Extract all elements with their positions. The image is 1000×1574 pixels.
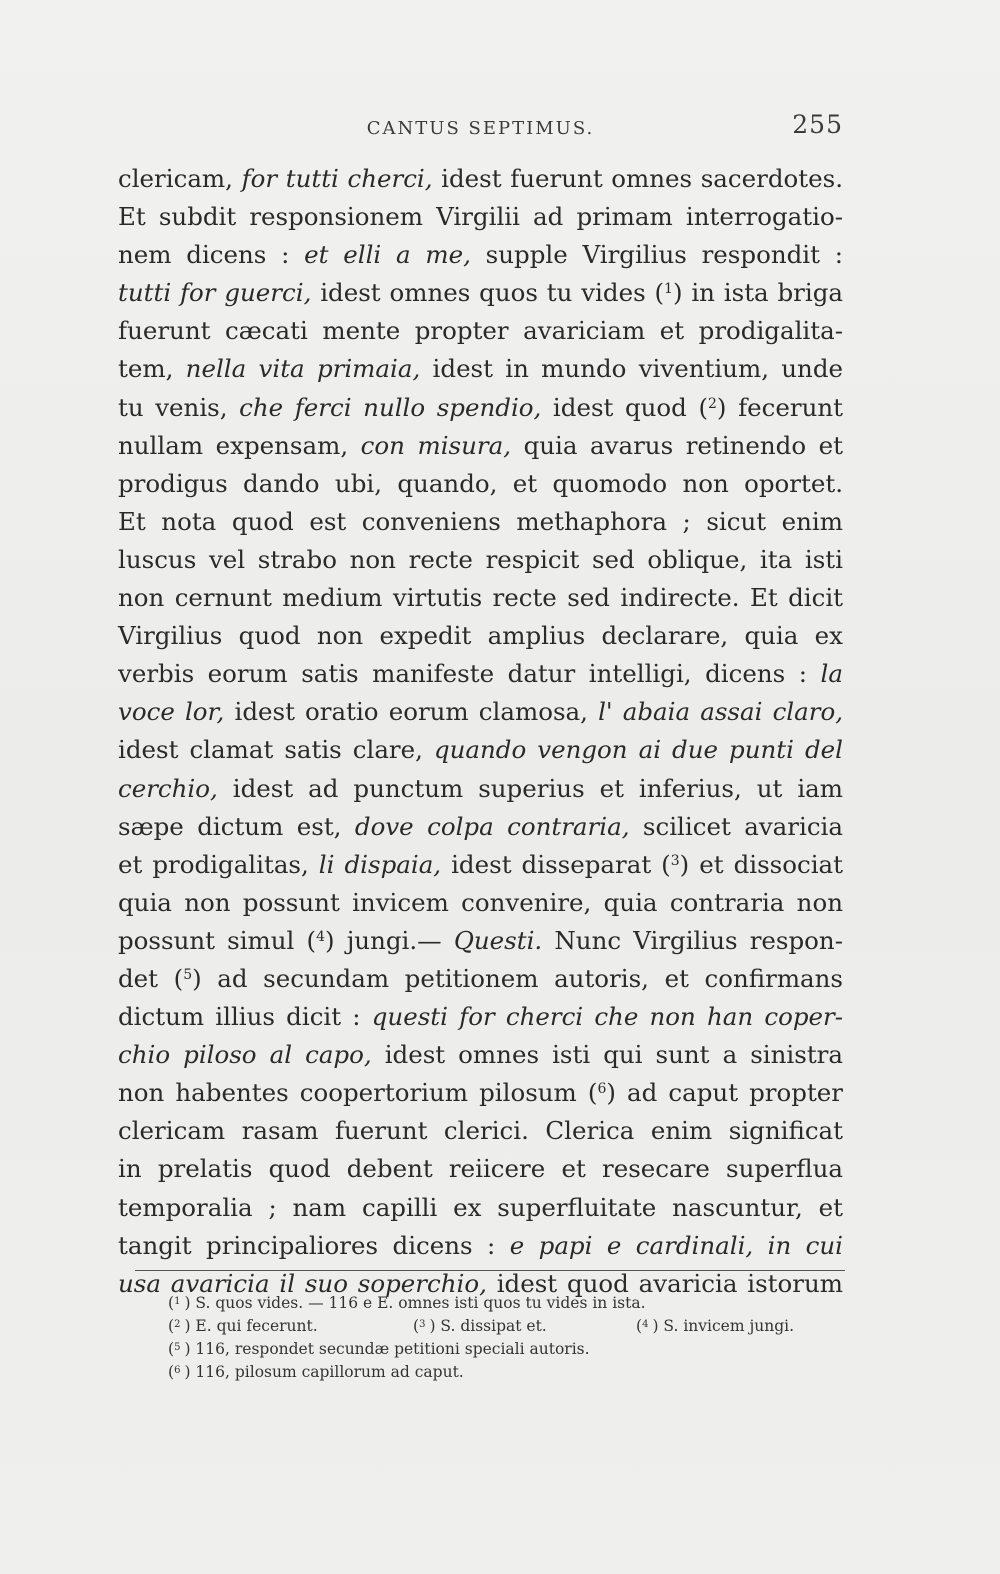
footnote-3: ($^3$ ) S. dissipat et.: [413, 1317, 547, 1335]
footnote-ref[interactable]: 4: [316, 928, 325, 945]
text-line: non habentes coopertorium pilosum ($^6$) ad caput propter: [118, 1078, 844, 1108]
footnote-1: ($^1$ ) S. quos vides. — 116 e E. omnes isti quos tu vides in ista.: [168, 1294, 646, 1312]
footnote-5: ($^5$ ) 116, respondet secundæ petitioni speciali autoris.: [168, 1340, 590, 1358]
main-text: [118, 160, 843, 1303]
text-line: tangit principaliores dicens : e papi e cardinali, in cui: [118, 1230, 844, 1260]
text-line: dictum illius dicit : questi for cherci che non han coper-: [118, 1002, 844, 1032]
text-line: tu venis, che ferci nullo spendio, idest quod ($^2$) fecerunt: [118, 392, 843, 422]
text-line: sæpe dictum est, dove colpa contraria, scilicet avaricia: [118, 811, 843, 841]
text-line: luscus vel strabo non recte respicit sed oblique, ita isti: [118, 544, 843, 574]
text-line: quia non possunt invicem convenire, quia contraria non: [118, 887, 843, 917]
footnote-4: ($^4$ ) S. invicem jungi.: [636, 1317, 795, 1335]
text-line: clericam rasam fuerunt clerici. Clerica enim significat: [118, 1116, 843, 1146]
footnote-6: ($^6$ ) 116, pilosum capillorum ad caput.: [168, 1363, 464, 1381]
running-head: CANTUS SEPTIMUS.: [366, 118, 595, 139]
text-line: voce lor, idest oratio eorum clamosa, l' abaia assai claro,: [118, 697, 843, 727]
footnote-ref[interactable]: 3: [670, 852, 680, 869]
text-line: idest clamat satis clare, quando vengon ai due punti del: [118, 735, 843, 765]
text-line: tutti for guerci, idest omnes quos tu vides ($^1$) in ista briga: [118, 278, 843, 308]
text-line: Virgilius quod non expedit amplius declarare, quia ex: [118, 621, 843, 651]
text-line: chio piloso al capo, idest omnes isti qui sunt a sinistra: [118, 1040, 843, 1070]
footnote-line: [168, 1336, 828, 1359]
text-line: temporalia ; nam capilli ex superfluitate nascuntur, et: [118, 1192, 843, 1222]
text-line: det ($^5$) ad secundam petitionem autoris, et confirmans: [118, 963, 844, 993]
text-line: usa avaricia il suo soperchio, idest quod avaricia istorum: [118, 1268, 843, 1298]
text-line: nem dicens : et elli a me, supple Virgilius respondit :: [118, 240, 843, 270]
text-line: prodigus dando ubi, quando, et quomodo non oportet.: [118, 468, 843, 498]
page-number: 255: [792, 110, 843, 139]
footnote-line: [168, 1313, 828, 1336]
page-header: [118, 110, 843, 150]
text-line: clericam, for tutti cherci, idest fuerunt omnes sacerdotes.: [118, 164, 843, 193]
text-line: cerchio, idest ad punctum superius et inferius, ut iam: [118, 773, 843, 803]
footnote-ref[interactable]: 2: [708, 395, 717, 412]
text-line: Et subdit responsionem Virgilii ad primam interrogatio-: [118, 202, 843, 232]
text-line: nullam expensam, con misura, quia avarus retinendo et: [118, 430, 843, 460]
footnote-line: [168, 1359, 828, 1382]
text-line: Et nota quod est conveniens methaphora ; sicut enim: [118, 506, 843, 536]
footnote-2: ($^2$ ) E. qui fecerunt.: [168, 1317, 318, 1335]
text-line: in prelatis quod debent reiicere et resecare superflua: [118, 1154, 843, 1184]
text-line: fuerunt cæcati mente propter avariciam et prodigalita-: [118, 316, 843, 346]
text-line: tem, nella vita primaia, idest in mundo viventium, unde: [118, 354, 844, 384]
text-line: verbis eorum satis manifeste datur intelligi, dicens : la: [118, 659, 843, 689]
footnote-ref[interactable]: 1: [664, 281, 673, 298]
footnote-line: [168, 1290, 828, 1313]
footnotes: [168, 1290, 828, 1382]
footnote-ref[interactable]: 5: [183, 966, 193, 983]
text-line: non cernunt medium virtutis recte sed indirecte. Et dicit: [118, 583, 843, 613]
text-line: et prodigalitas, li dispaia, idest disseparat ($^3$) et dissociat: [118, 849, 843, 879]
text-line: possunt simul ($^4$) jungi.— Questi. Nunc Virgilius respon-: [118, 925, 843, 955]
footnote-ref[interactable]: 6: [597, 1081, 607, 1098]
footnote-divider: [135, 1270, 845, 1271]
